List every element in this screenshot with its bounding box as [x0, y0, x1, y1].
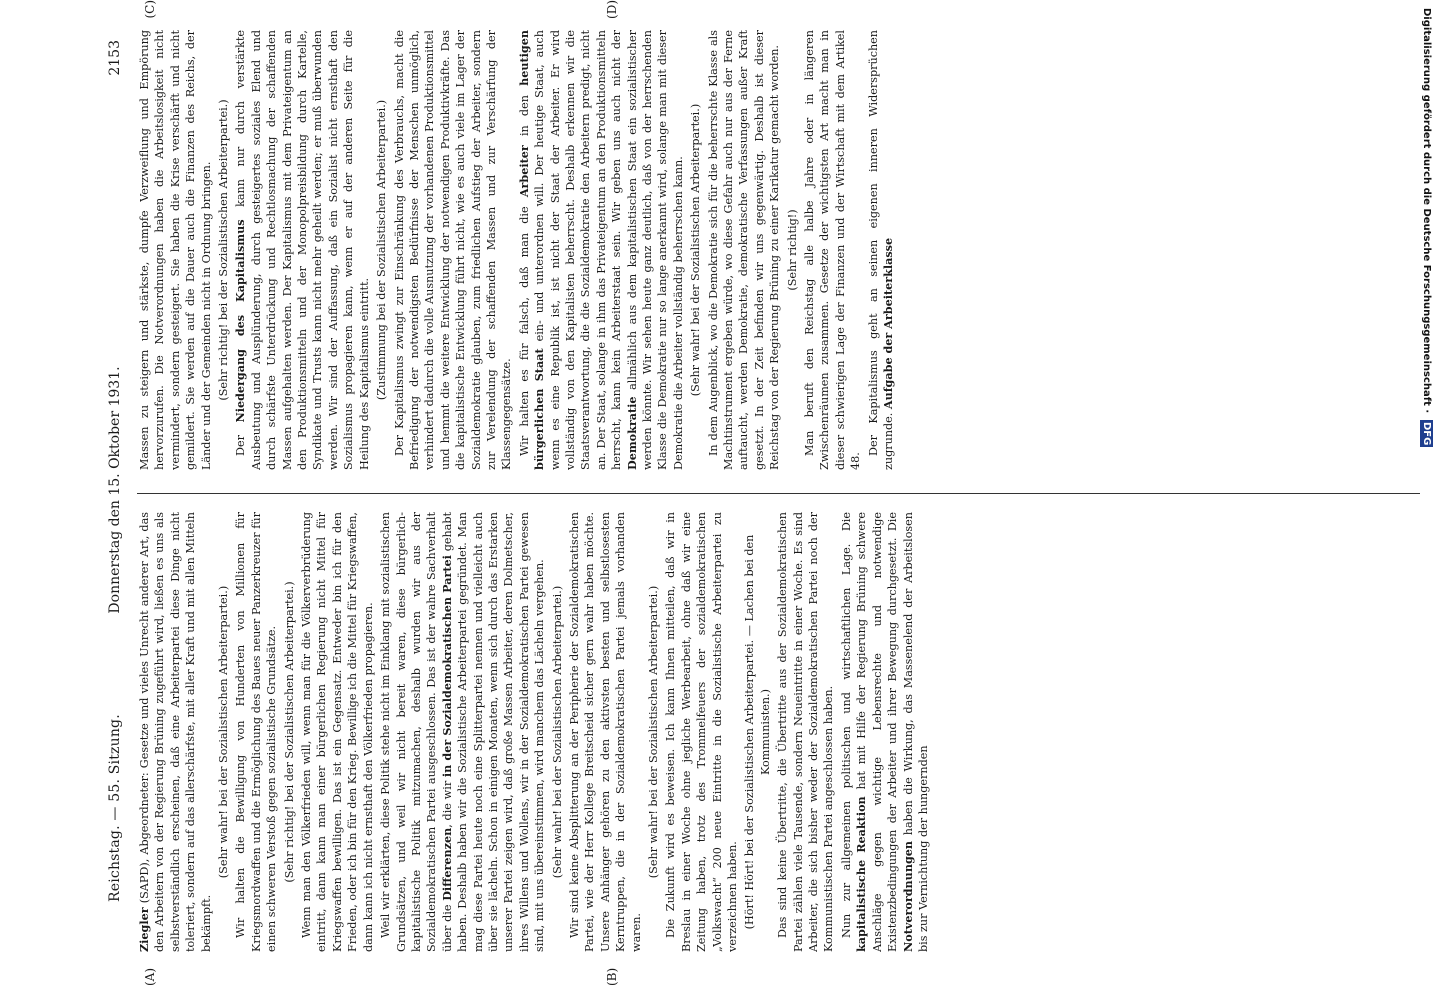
- text-span: allmählich aus dem kapitalistischen Staat ein sozialistischer werden könnte. Wir sehen heute ganz deutlich, daß von der herrschenden Klasse die Demokratie nur so lange anerkannt wird, solange man mit dieser Demokratie die Arbeiter vollständig beherrschen kann.: [625, 30, 685, 470]
- marker-b: (B): [605, 967, 619, 986]
- bold-span: in der Sozialdemokratischen Partei: [439, 555, 454, 778]
- bold-span: kapitalistische Reaktion: [854, 796, 869, 952]
- paragraph: Wir sind keine Absplitterung an der Peripherie der Sozialdemokratischen Partei, wie der Herr Kollege Breitscheid sicher gern wahr haben möchte. Unsere Anhänger gehören zu den aktivsten besten und selbstlosesten Kerntruppen, die in der Sozialdemokratischen Partei jemals vorhanden waren.: [567, 512, 643, 952]
- text-span: kann nur durch verstärkte Ausbeutung und Ausplünderung, durch gesteigertes soziales Elend und durch schärfste Unterdrückung und Rechtlosmachung der schaffenden Massen aufgehalten werden. Der Kapitalismus mit dem Privateigentum an den Produktionsmitteln und der Monopolpreisbildung durch Kartelle, Syndikate und Trusts kann nicht mehr geheilt werden; er muß überwunden werden. Wir sind der Auffassung, daß ein Sozialist nicht ernsthaft den Sozialismus propagieren kann, wenn er auf der anderen Seite für die Heilung des Kapitalismus eintritt.: [234, 30, 371, 470]
- bold-span: heutigen bürgerlichen Staat: [516, 30, 547, 470]
- text-span: in den: [517, 85, 531, 146]
- paragraph: Der Kapitalismus zwingt zur Einschränkung des Verbrauchs, macht die Befriedigung der notwendigsten Bedürfnisse der Menschen unmöglich, verhindert dadurch die volle Ausnutzung der vorhandenen Produktionsmittel und hemmt die weitere Entwicklung der notwendigen Produktivkräfte. Das die kapitalistische Entwicklung führt nicht, wie es auch viele im Lager der Sozialdemokratie glauben, zum friedlichen Aufstieg der Arbeiter, sondern zur Verelendung der schaffenden Massen und zur Verschärfung der Klassengegensätze.: [392, 30, 514, 470]
- paragraph: Man beruft den Reichstag alle halbe Jahre oder in längeren Zwischenräumen zusammen. Gesetze der wichtigsten Art macht man in dieser schwierigen Lage der Finanzen und der Wirtschaft mit dem Artikel 48.: [803, 30, 863, 470]
- paragraph: Das sind keine Übertritte, die Übertritte aus der Sozialdemokratischen Partei zählen viele Tausende, sondern Neueintritte in einer Woche. Es sind Arbeiter, die sich bisher weder der Sozialdemokratischen Partei noch der Kommunistischen Partei angeschlossen haben.: [776, 512, 836, 952]
- right-column: [137, 30, 1420, 470]
- paragraph: Die Zukunft wird es beweisen. Ich kann Ihnen mitteilen, daß wir in Breslau in einer Woche ohne jegliche Werbearbeit, ohne daß wir eine Zeitung haben, trotz des Trommelfeuers der sozialdemokratischen „Volkswacht“ 200 neue Eintritte in die Sozialistische Arbeiterpartei zu verzeichnen haben.: [664, 512, 740, 952]
- paragraph: [866, 30, 897, 470]
- text-columns: [137, 18, 1420, 962]
- header-date: Donnerstag den 15. Oktober 1931.: [107, 366, 123, 614]
- speaker-name: Ziegler: [137, 907, 151, 952]
- dfg-logo: DFG: [1421, 421, 1432, 445]
- text-span: hat mit Hilfe der Regierung Brüning schwere Anschläge gegen wichtige Lebensrechte und notwendige Existenzbedingungen der Arbeiter und ihrer Bewegung durchgesetzt. Die: [855, 512, 900, 952]
- text-span: Der Kapitalismus geht an seinen eigenen inneren Widersprüchen zugrunde.: [866, 30, 896, 470]
- paragraph: [517, 30, 686, 470]
- reaction: (Sehr richtig! bei der Sozialistischen Arbeiterpartei.): [217, 99, 231, 401]
- bold-span: Differenzen: [439, 827, 454, 901]
- column-divider: [137, 493, 1420, 494]
- bold-span: Niedergang des Kapitalismus: [233, 219, 248, 423]
- reaction: (Zustimmung bei der Sozialistischen Arbeiterpartei.): [375, 99, 389, 401]
- marker-a: (A): [143, 967, 157, 986]
- text-span: ein- und unterordnen will. Der heutige Staat, auch wenn es eine Republik ist, ist nicht der Staat der Arbeiter. Er wird vollständig von den Kapitalisten beherrscht. Deshalb erkennen wir die Staatsverantwortung, die die Sozialdemokratie den Arbeitern predigt, nicht an. Der Staat, solange in ihm das Privateigentum an den Produktionsmitteln herrscht, kann kein Arbeiterstaat sein. Wir geben uns auch nicht der: [533, 30, 624, 470]
- reaction: (Sehr wahr! bei der Sozialistischen Arbeiterpartei.): [217, 585, 231, 879]
- speaker-suffix: (SAPD), Abgeordneter:: [138, 772, 151, 904]
- page-header: [95, 18, 135, 962]
- text-span: Wir halten es für falsch, daß man die: [517, 197, 531, 456]
- marker-d: (D): [605, 0, 619, 19]
- reaction: (Sehr wahr! bei der Sozialistischen Arbeiterpartei.): [647, 585, 660, 879]
- marker-c: (C): [143, 0, 157, 19]
- reaction: (Sehr wahr! bei der Sozialistischen Arbeiterpartei.): [550, 585, 564, 879]
- paragraph: Gesetze und vieles Unrecht anderer Art, das den Arbeitern von der Regierung Brüning zugeführt wird, ließen es uns als selbstverständlich erscheinen, daß eine Arbeiterpartei diese Dinge nicht toleriert, sondern auf das allerschärfste, mit aller Kraft und mit allen Mitteln bekämpft.: [138, 512, 213, 952]
- paragraph: Wir halten die Bewilligung von Hunderten von Millionen für Kriegsmordwaffen und die Ermöglichung des Baues neuer Panzerkreuzer für einen schweren Verstoß gegen sozialistische Grundsätze.: [234, 512, 279, 952]
- reaction: (Sehr richtig! bei der Sozialistischen Arbeiterpartei.): [282, 581, 296, 883]
- reaction: (Hört! Hört! bei der Sozialistischen Arbeiterpartei. — Lachen bei den Kommunisten.): [743, 534, 772, 930]
- paragraph: [233, 30, 372, 470]
- header-session: Reichstag. — 55. Sitzung.: [107, 714, 123, 902]
- bold-span: Arbeiter: [516, 145, 531, 198]
- text-span: gehabt haben. Deshalb haben wir die Sozialistische Arbeiterpartei gegründet. Man mag diese Partei heute noch eine Splitterpartei nennen und vielleicht auch über sie lächeln. Schon in einigen Monaten, wenn sich durch das Erstarken unserer Partei zeigen wird, daß große Massen Arbeiter, deren Dolmetscher, ihres Willens und Wollens, wir in der Sozialdemokratischen Partei gewesen sind, mit uns übereinstimmen, wird manchem das Lächeln vergehen.: [440, 512, 547, 952]
- paragraph: [378, 512, 547, 952]
- speech-opening: [137, 512, 214, 952]
- header-page-number: 2153: [107, 40, 123, 76]
- credit-text: Digitalisierung gefördert durch die Deutsche Forschungsgemeinschaft ·: [1421, 8, 1432, 414]
- reaction: (Sehr wahr! bei der Sozialistischen Arbeiterpartei.): [689, 103, 703, 397]
- text-span: Nun zur allgemeinen politischen und wirtschaftlichen Lage. Die: [839, 512, 853, 938]
- paragraph: Wenn man den Völkerfrieden will, wenn man für die Völkerverbrüderung eintritt, dann kann man einer bürgerlichen Regierung nicht Mittel für Kriegswaffen bewilligen. Das ist ein Gegensatz. Entweder bin ich für den Frieden, oder ich bin für den Krieg. Bewillige ich die Mittel für Kriegswaffen, dann kann ich nicht ernsthaft den Völkerfrieden propagieren.: [300, 512, 375, 952]
- text-span: haben die Wirkung, das Massenelend der Arbeitslosen bis zur Vernichtung der hungernden: [901, 512, 930, 952]
- bold-span: Notverordnungen: [900, 840, 915, 952]
- reaction: (Sehr richtig!): [785, 209, 799, 291]
- digitization-credit: [1421, 8, 1432, 447]
- left-column: [137, 512, 1420, 952]
- text-span: , die wir: [440, 777, 454, 828]
- bold-span: Demokratie: [624, 396, 639, 470]
- text-span: Der: [234, 422, 248, 456]
- text-span: Weil wir erklärten, diese Politik stehe nicht im Einklang mit sozialistischen Grundsätzen, und weil wir nicht bereit waren, diese bürgerlich-kapitalistische Politik mitzumachen, deshalb wurden wir aus der Sozialdemokratischen Partei ausgeschlossen. Das ist der wahre Sachverhalt über die: [379, 512, 454, 952]
- newspaper-page: [85, 0, 1420, 1000]
- paragraph: Massen zu steigern und stärkste, dumpfe Verzweiflung und Empörung hervorzurufen. Die Notverordnungen haben die Arbeitslosigkeit nicht vermindert, sondern gesteigert. Sie haben die Krise verschärft und nicht gemildert. Sie werden auf die Dauer auch die Finanzen des Reichs, der Länder und der Gemeinden nicht in Ordnung bringen.: [138, 30, 213, 470]
- paragraph: [839, 512, 931, 952]
- bold-span: Aufgabe der Arbeiterklasse: [881, 237, 896, 410]
- paragraph: In dem Augenblick, wo die Demokratie sich für die beherrschte Klasse als Machtinstrument ergeben würde, wo diese Gefahr auch nur aus der Ferne auftaucht, werden Demokratie, demokratische Verfassungen außer Kraft gesetzt. In der Zeit befinden wir uns gegenwärtig. Deshalb ist dieser Reichstag von der Regierung Brüning zu einer Karikatur gemacht worden.: [706, 30, 782, 470]
